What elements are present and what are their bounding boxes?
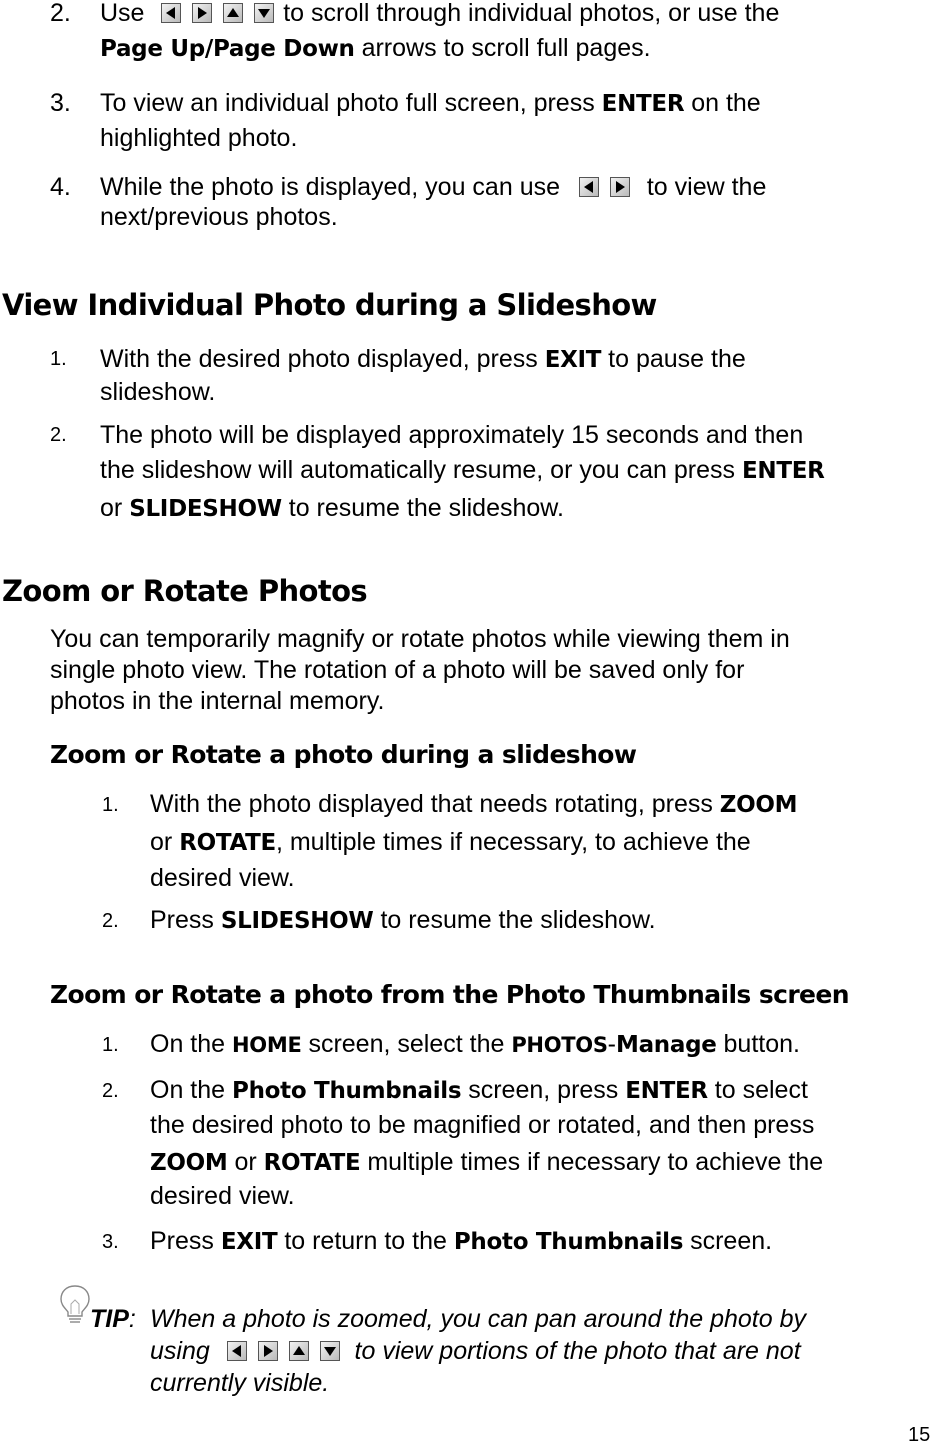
- arrow-right-icon: [610, 177, 630, 197]
- tip-label-text: TIP: [90, 1305, 129, 1333]
- bold-key: Photo Thumbnails: [232, 1078, 462, 1104]
- bold-key: SLIDESHOW: [220, 908, 374, 934]
- bold-key: ROTATE: [179, 830, 276, 856]
- list-item-text: [100, 172, 766, 202]
- arrow-left-icon: [579, 177, 599, 197]
- arrow-left-icon: [161, 3, 181, 23]
- arrow-down-icon: [320, 1341, 340, 1361]
- list-number: 1.: [102, 794, 119, 816]
- list-item-text: next/previous photos.: [100, 203, 338, 231]
- text: Press: [150, 906, 214, 934]
- text: or: [150, 828, 173, 856]
- list-item-text: [100, 344, 746, 375]
- list-item-text: [150, 1226, 772, 1257]
- list-number: 2.: [102, 910, 119, 932]
- tip-label: [90, 1304, 136, 1334]
- text: or: [100, 494, 123, 522]
- bold-key: Page Up/Page Down: [100, 36, 355, 62]
- bold-key: PHOTOS: [511, 1033, 608, 1057]
- text: With the photo displayed that needs rotating, press: [150, 790, 713, 818]
- text: to resume the slideshow.: [380, 906, 656, 934]
- tip-text: [150, 1336, 801, 1366]
- list-item-text: [150, 789, 797, 820]
- bold-key: ENTER: [625, 1078, 708, 1104]
- arrow-left-icon: [227, 1341, 247, 1361]
- text: button.: [723, 1030, 800, 1058]
- list-item-text: the desired photo to be magnified or rotated, and then press: [150, 1111, 815, 1139]
- list-item-text: [100, 493, 564, 524]
- list-item-text: [100, 0, 779, 28]
- tip-text: currently visible.: [150, 1369, 330, 1397]
- list-item-text: [150, 905, 656, 936]
- text: On the: [150, 1076, 226, 1104]
- list-number: 2.: [50, 0, 71, 27]
- arrow-right-icon: [192, 3, 212, 23]
- section-heading: Zoom or Rotate Photos: [2, 574, 368, 608]
- text-rest: to scroll through individual photos, or use the: [283, 0, 780, 27]
- text: to resume the slideshow.: [288, 494, 564, 522]
- text: On the: [150, 1030, 226, 1058]
- text: With the desired photo displayed, press: [100, 345, 538, 373]
- text: the slideshow will automatically resume, or you can press: [100, 456, 735, 484]
- list-number: 1.: [50, 348, 67, 370]
- text: using: [150, 1337, 210, 1365]
- text: While the photo is displayed, you can use: [100, 173, 560, 201]
- list-item-text: [150, 1075, 808, 1106]
- paragraph-line: single photo view. The rotation of a photo will be saved only for: [50, 656, 745, 684]
- paragraph-line: You can temporarily magnify or rotate photos while viewing them in: [50, 625, 790, 653]
- subsection-heading: Zoom or Rotate a photo during a slideshow: [50, 740, 637, 769]
- list-item-text: highlighted photo.: [100, 124, 298, 152]
- list-item-text: slideshow.: [100, 378, 216, 406]
- text: or: [234, 1148, 257, 1176]
- bold-key: ZOOM: [150, 1150, 228, 1176]
- text: screen.: [690, 1227, 773, 1255]
- bold-key: ENTER: [601, 91, 685, 117]
- tip-text: When a photo is zoomed, you can pan around the photo by: [150, 1305, 807, 1333]
- text: screen, select the: [308, 1030, 505, 1058]
- list-item-text: desired view.: [150, 1182, 295, 1210]
- bold-key: EXIT: [544, 347, 602, 373]
- arrow-up-icon: [223, 3, 243, 23]
- list-number: 3.: [102, 1231, 119, 1253]
- text: , multiple times if necessary, to achieve the: [275, 828, 751, 856]
- text: To view an individual photo full screen, press: [100, 89, 595, 117]
- lightbulb-icon: [58, 1284, 92, 1326]
- list-item-text: desired view.: [150, 864, 295, 892]
- text: to select: [714, 1076, 808, 1104]
- text-rest: arrows to scroll full pages.: [361, 34, 651, 62]
- bold-key: Manage: [616, 1032, 717, 1058]
- text: on the: [691, 89, 761, 117]
- text: multiple times if necessary to achieve the: [367, 1148, 824, 1176]
- text: -: [607, 1030, 616, 1058]
- list-item-text: [100, 33, 651, 64]
- list-number: 1.: [102, 1034, 119, 1056]
- list-item-text: [100, 455, 825, 486]
- text: to view portions of the photo that are not: [354, 1337, 801, 1365]
- list-item-text: [100, 88, 761, 119]
- bold-key: Photo Thumbnails: [453, 1229, 684, 1255]
- list-number: 2.: [102, 1080, 119, 1102]
- list-item-text: [150, 1029, 800, 1060]
- text: :: [128, 1305, 136, 1333]
- bold-key: HOME: [232, 1033, 302, 1057]
- bold-key: SLIDESHOW: [129, 496, 282, 522]
- arrow-down-icon: [254, 3, 274, 23]
- subsection-heading: Zoom or Rotate a photo from the Photo Thumbnails screen: [50, 980, 849, 1009]
- text: to view the: [646, 173, 767, 201]
- bold-key: ROTATE: [263, 1150, 361, 1176]
- bold-key: ENTER: [741, 458, 825, 484]
- list-item-text: [150, 827, 751, 858]
- page-number: 15: [908, 1424, 931, 1446]
- arrow-right-icon: [258, 1341, 278, 1361]
- text: Press: [150, 1227, 214, 1255]
- text: screen, press: [468, 1076, 619, 1104]
- list-item-text: The photo will be displayed approximately 15 seconds and then: [100, 421, 804, 449]
- list-item-text: [150, 1147, 823, 1178]
- text-use: Use: [100, 0, 145, 27]
- list-number: 2.: [50, 424, 67, 446]
- paragraph-line: photos in the internal memory.: [50, 687, 385, 715]
- text: to return to the: [284, 1227, 447, 1255]
- text: to pause the: [608, 345, 746, 373]
- bold-key: ZOOM: [719, 792, 798, 818]
- list-number: 3.: [50, 89, 71, 117]
- bold-key: EXIT: [220, 1229, 278, 1255]
- list-number: 4.: [50, 173, 71, 201]
- section-heading: View Individual Photo during a Slideshow: [2, 288, 657, 322]
- arrow-up-icon: [289, 1341, 309, 1361]
